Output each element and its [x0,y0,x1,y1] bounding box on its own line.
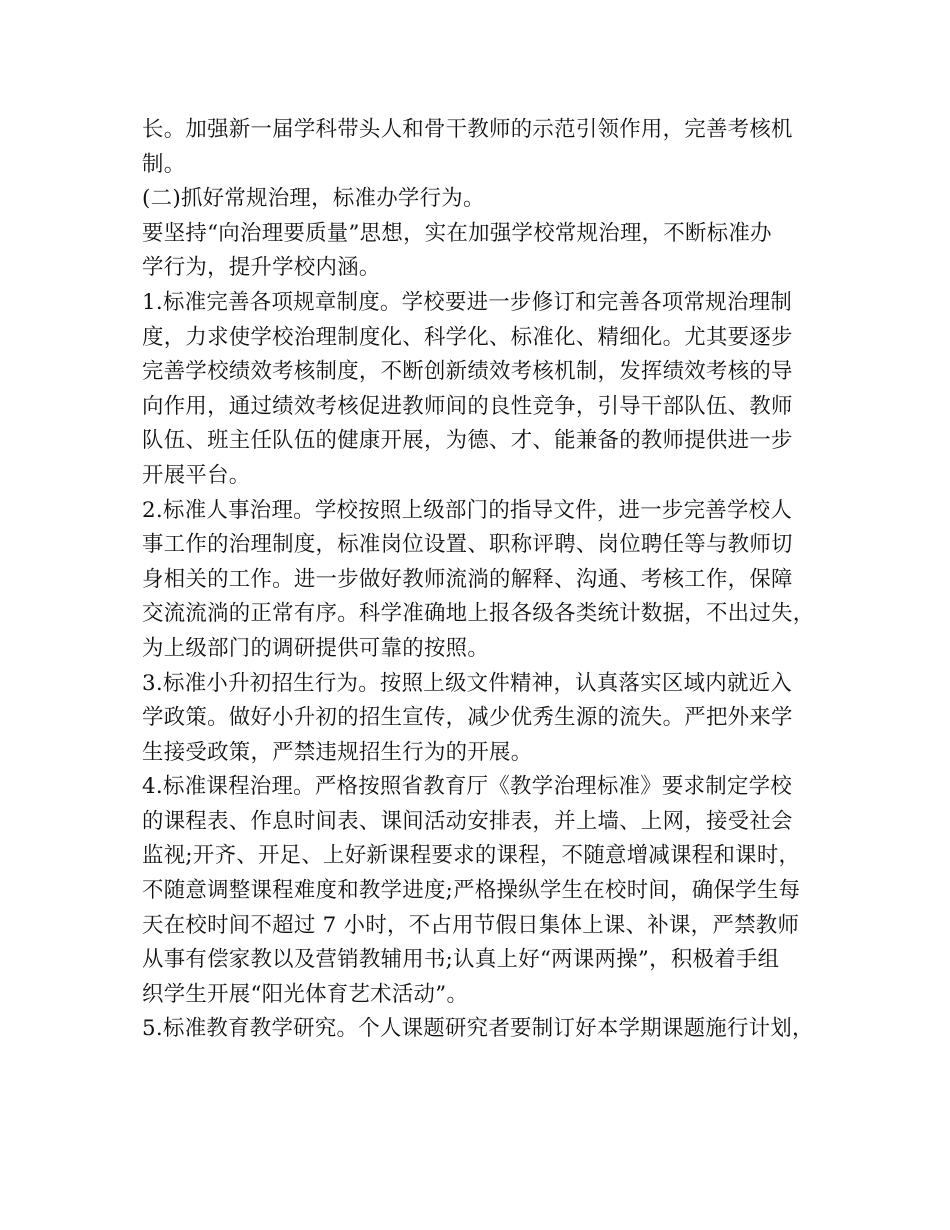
text-line: 2.标准人事治理。学校按照上级部门的指导文件，进一步完善学校人 [142,497,793,523]
text-line: 度，力求使学校治理制度化、科学化、标准化、精细化。尤其要逐步 [142,324,793,350]
text-line: 4.标准课程治理。严格按照省教育厅《教学治理标准》要求制定学校 [142,774,793,800]
text-line: 完善学校绩效考核制度，不断创新绩效考核机制，发挥绩效考核的导 [142,359,793,385]
document-body [142,113,826,1047]
text-line: 学政策。做好小升初的招生宣传，减少优秀生源的流失。严把外来学 [142,705,793,731]
text-line: 交流流淌的正常有序。科学准确地上报各级各类统计数据，不出过失， [142,601,815,627]
text-line: 监视;开齐、开足、上好新课程要求的课程，不随意增减课程和课时， [142,843,801,869]
section-heading: (二)抓好常规治理，标准办学行为。 [142,186,485,212]
text-line: 开展平台。 [142,462,251,488]
text-line: 长。加强新一届学科带头人和骨干教师的示范引领作用，完善考核机 [142,117,793,142]
text-line: 事工作的治理制度，标准岗位设置、职称评聘、岗位聘任等与教师切 [142,532,793,558]
text-line: 5.标准教育教学研究。个人课题研究者要制订好本学期课题施行计划， [142,1016,814,1042]
text-line: 1.标准完善各项规章制度。学校要进一步修订和完善各项常规治理制 [142,289,793,315]
text-line: 学行为，提升学校内涵。 [142,255,381,281]
text-line: 要坚持“向治理要质量”思想，实在加强学校常规治理，不断标准办 [142,220,772,246]
text-line: 从事有偿家教以及营销教辅用书;认真上好“两课两操”，积极着手组 [142,947,780,973]
text-line: 的课程表、作息时间表、课间活动安排表，并上墙、上网，接受社会 [142,808,793,834]
text-line: 不随意调整课程难度和教学进度;严格操纵学生在校时间，确保学生每 [142,878,801,904]
text-line: 向作用，通过绩效考核促进教师间的良性竞争，引导干部队伍、教师 [142,393,793,419]
text-line: 天在校时间不超过 7 小时，不占用节假日集体上课、补课，严禁教师 [142,912,800,938]
text-line: 队伍、班主任队伍的健康开展，为德、才、能兼备的教师提供进一步 [142,428,793,454]
text-line: 制。 [142,151,186,177]
text-line: 生接受政策，严禁违规招生行为的开展。 [142,739,533,765]
text-line: 为上级部门的调研提供可靠的按照。 [142,635,490,661]
text-line: 3.标准小升初招生行为。按照上级文件精神，认真落实区域内就近入 [142,670,793,696]
text-line: 织学生开展“阳光体育艺术活动”。 [142,981,469,1007]
text-line: 身相关的工作。进一步做好教师流淌的解释、沟通、考核工作，保障 [142,566,793,592]
